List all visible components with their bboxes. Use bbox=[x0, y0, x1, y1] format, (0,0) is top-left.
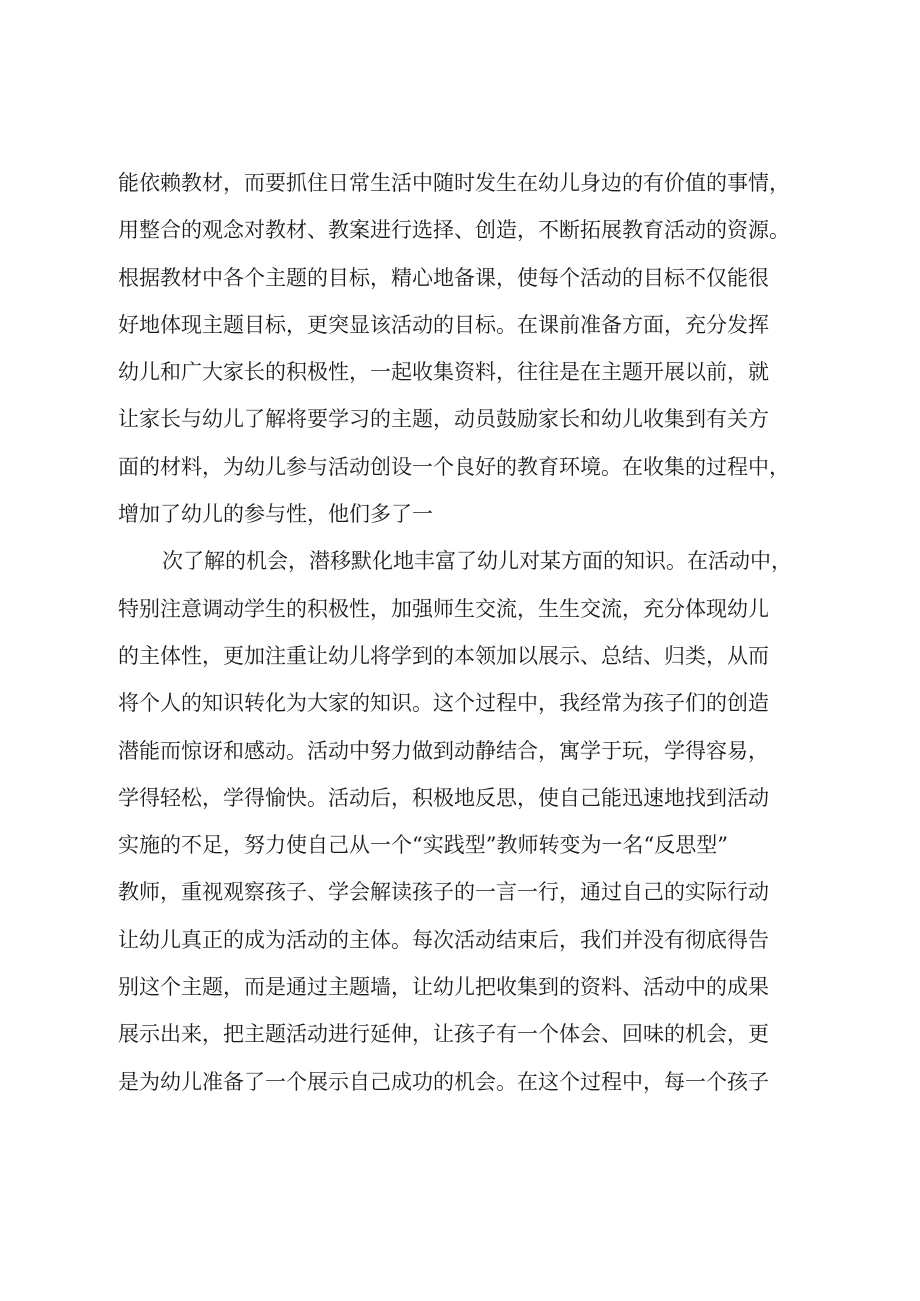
text-line: 是为幼儿准备了一个展示自己成功的机会。在这个过程中，每一个孩子 bbox=[118, 1069, 769, 1094]
text-line: 幼儿和广大家长的积极性，一起收集资料，往往是在主题开展以前，就 bbox=[118, 360, 769, 385]
text-line: 面的材料，为幼儿参与活动创设一个良好的教育环境。在收集的过程中， bbox=[118, 454, 790, 479]
text-line: 别这个主题，而是通过主题墙，让幼儿把收集到的资料、活动中的成果 bbox=[118, 975, 769, 1000]
text-line: 展示出来，把主题活动进行延伸，让孩子有一个体会、回味的机会，更 bbox=[118, 1022, 769, 1047]
text-line: 让家长与幼儿了解将要学习的主题，动员鼓励家长和幼儿收集到有关方 bbox=[118, 407, 769, 432]
text-line: 根据教材中各个主题的目标，精心地备课，使每个活动的目标不仅能很 bbox=[118, 265, 769, 290]
text-line: 教师，重视观察孩子、学会解读孩子的一言一行，通过自己的实际行动 bbox=[118, 880, 769, 905]
text-line: 的主体性，更加注重让幼儿将学到的本领加以展示、总结、归类，从而 bbox=[118, 643, 769, 668]
body-text bbox=[118, 160, 838, 1106]
text-line: 潜能而惊讶和感动。活动中努力做到动静结合，寓学于玩，学得容易， bbox=[118, 738, 769, 763]
text-line: 能依赖教材，而要抓住日常生活中随时发生在幼儿身边的有价值的事情， bbox=[118, 171, 790, 195]
text-line: 将个人的知识转化为大家的知识。这个过程中，我经常为孩子们的创造 bbox=[118, 691, 769, 716]
text-line: 增加了幼儿的参与性，他们多了一 bbox=[118, 502, 433, 527]
paragraph-start-line: 次了解的机会，潜移默化地丰富了幼儿对某方面的知识。在活动中， bbox=[162, 549, 792, 574]
text-line: 实施的不足，努力使自己从一个“实践型”教师转变为一名“反思型” bbox=[118, 833, 728, 858]
text-line: 学得轻松，学得愉快。活动后，积极地反思，使自己能迅速地找到活动 bbox=[118, 785, 769, 810]
text-line: 好地体现主题目标，更突显该活动的目标。在课前准备方面，充分发挥 bbox=[118, 312, 769, 337]
text-line: 让幼儿真正的成为活动的主体。每次活动结束后，我们并没有彻底得告 bbox=[118, 927, 769, 952]
text-line: 用整合的观念对教材、教案进行选择、创造，不断拓展教育活动的资源。 bbox=[118, 218, 790, 243]
text-line: 特别注意调动学生的积极性，加强师生交流，生生交流，充分体现幼儿 bbox=[118, 596, 769, 621]
